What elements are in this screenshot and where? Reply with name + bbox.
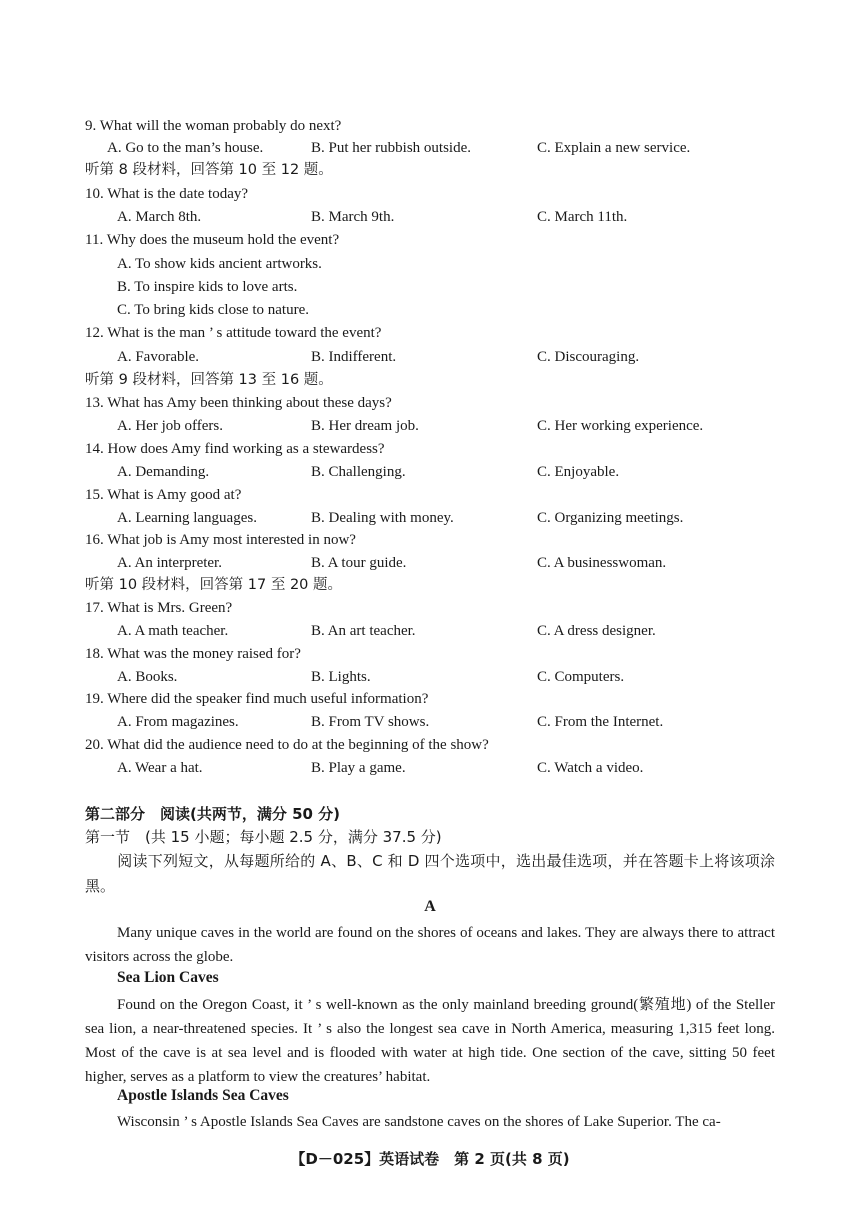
option-a: A. Favorable. [117, 349, 200, 365]
paragraph-text: Wisconsin ’ s Apostle Islands Sea Caves are sandstone caves on the shores of Lake Superior. The ca- [117, 1114, 721, 1130]
option-b: B. March 9th. [311, 209, 395, 225]
option-b: B. Lights. [311, 669, 371, 685]
option-b: B. Put her rubbish outside. [311, 140, 471, 156]
option-c: C. Discouraging. [537, 349, 640, 365]
option-c: C. Organizing meetings. [537, 510, 684, 526]
option-c: C. Enjoyable. [537, 464, 620, 480]
question-number: 15. [85, 487, 104, 503]
option-a: A. Books. [117, 669, 178, 685]
question-number: 12. [85, 325, 104, 341]
option-a: A. Demanding. [117, 464, 210, 480]
question-number: 20. [85, 737, 104, 753]
option-c: C. Watch a video. [537, 760, 644, 776]
option-a: A. Her job offers. [117, 418, 223, 434]
question-16 [85, 530, 356, 550]
question-number: 18. [85, 646, 104, 662]
question-text: Why does the museum hold the event? [106, 232, 340, 248]
question-text: What is the date today? [107, 186, 249, 202]
option-a: A. To show kids ancient artworks. [117, 256, 322, 272]
option-c: C. March 11th. [537, 209, 628, 225]
heading-sea-lion-caves: Sea Lion Caves [117, 969, 219, 986]
question-number: 10. [85, 186, 104, 202]
option-b: B. To inspire kids to love arts. [117, 279, 298, 295]
instruction-section-9: 听第 9 段材料，回答第 13 至 16 题。 [85, 372, 333, 388]
passage-letter: A [424, 898, 436, 915]
option-c: C. Explain a new service. [537, 140, 691, 156]
question-number: 14. [85, 441, 104, 457]
option-a: A. March 8th. [117, 209, 202, 225]
option-c: C. Her working experience. [537, 418, 704, 434]
part2-title: 第二部分 阅读(共两节，满分 50 分) [85, 805, 341, 823]
question-number: 16. [85, 532, 104, 548]
paragraph-sea-lion-caves [85, 993, 775, 1089]
option-a: A. A math teacher. [117, 623, 229, 639]
question-text: How does Amy find working as a stewardess? [107, 441, 385, 457]
question-9 [85, 116, 341, 136]
option-c: C. To bring kids close to nature. [117, 302, 309, 318]
question-number: 11. [85, 232, 104, 248]
option-b: B. Dealing with money. [311, 510, 454, 526]
question-number: 9. [85, 118, 97, 134]
question-12 [85, 323, 381, 343]
option-c: C. A businesswoman. [537, 555, 667, 571]
question-number: 19. [85, 691, 104, 707]
question-text: Where did the speaker find much useful information? [107, 691, 429, 707]
question-text: What was the money raised for? [107, 646, 301, 662]
section1-title: 第一节 (共 15 小题；每小题 2.5 分，满分 37.5 分) [85, 828, 442, 846]
intro-text: Many unique caves in the world are found on the shores of oceans and lakes. They are always there to attract visitors across the globe. [85, 925, 775, 965]
question-number: 17. [85, 600, 104, 616]
paragraph-apostle-islands [85, 1110, 775, 1134]
question-10 [85, 184, 248, 204]
heading-apostle-islands: Apostle Islands Sea Caves [117, 1087, 289, 1104]
option-b: B. Indifferent. [311, 349, 397, 365]
question-14 [85, 439, 385, 459]
option-a: A. From magazines. [117, 714, 239, 730]
option-b: B. Play a game. [311, 760, 406, 776]
instruction-section-8: 听第 8 段材料，回答第 10 至 12 题。 [85, 162, 333, 178]
question-text: What job is Amy most interested in now? [107, 532, 356, 548]
passage-intro [85, 921, 775, 969]
option-b: B. An art teacher. [311, 623, 416, 639]
question-text: What is Amy good at? [107, 487, 242, 503]
paragraph-text: Found on the Oregon Coast, it ’ s well-known as the only mainland breeding ground(繁殖地) of the Steller sea lion, a near-threatened species. It ’ s also the longest sea cave in North America, measuring 1,315 feet long. Most of the cave is at sea level and is flooded with water at high tide. One section of the cave, sitting 50 feet higher, serves as a platform to view the creatures’ habitat. [85, 997, 775, 1085]
option-b: B. From TV shows. [311, 714, 430, 730]
option-c: C. From the Internet. [537, 714, 664, 730]
question-20 [85, 735, 489, 755]
question-text: What did the audience need to do at the beginning of the show? [107, 737, 489, 753]
question-text: What is the man ’ s attitude toward the event? [107, 325, 382, 341]
directions-text: 阅读下列短文，从每题所给的 A、B、C 和 D 四个选项中，选出最佳选项，并在答题卡上将该项涂黑。 [85, 852, 775, 895]
option-b: B. Challenging. [311, 464, 406, 480]
question-text: What has Amy been thinking about these days? [107, 395, 392, 411]
question-18 [85, 644, 301, 664]
directions [85, 849, 775, 899]
question-19 [85, 689, 428, 709]
option-b: B. Her dream job. [311, 418, 419, 434]
question-11 [85, 230, 339, 250]
option-a: A. Go to the man’s house. [107, 140, 264, 156]
question-text: What is Mrs. Green? [107, 600, 233, 616]
option-a: A. An interpreter. [117, 555, 222, 571]
option-a: A. Wear a hat. [117, 760, 203, 776]
page-footer: 【D－025】英语试卷 第 2 页(共 8 页) [290, 1150, 570, 1168]
option-c: C. A dress designer. [537, 623, 656, 639]
question-number: 13. [85, 395, 104, 411]
question-13 [85, 393, 392, 413]
instruction-section-10: 听第 10 段材料，回答第 17 至 20 题。 [85, 577, 343, 593]
question-15 [85, 485, 241, 505]
question-text: What will the woman probably do next? [99, 118, 342, 134]
option-c: C. Computers. [537, 669, 625, 685]
option-b: B. A tour guide. [311, 555, 407, 571]
question-17 [85, 598, 232, 618]
option-a: A. Learning languages. [117, 510, 257, 526]
